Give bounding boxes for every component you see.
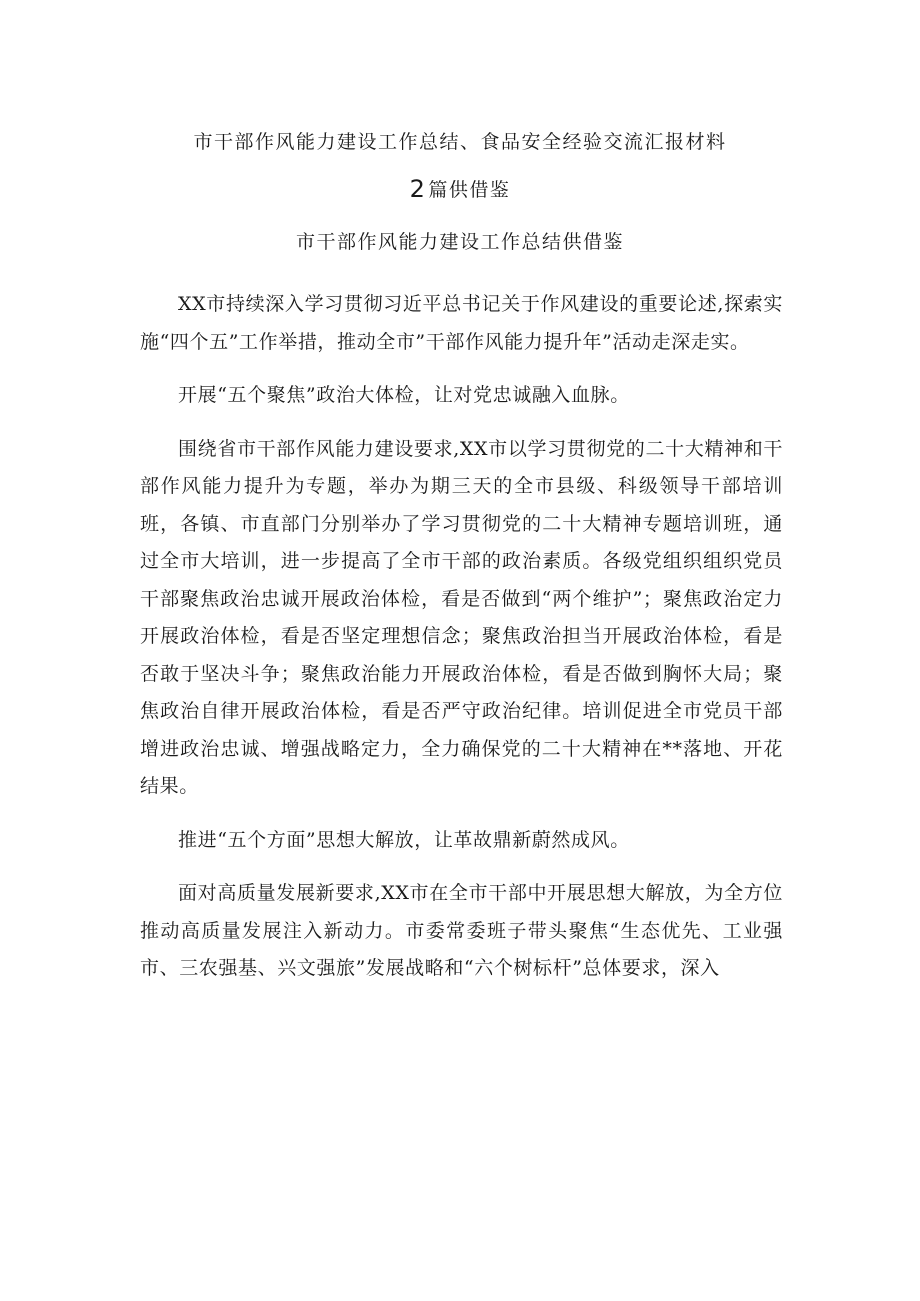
title-count: 2 bbox=[409, 175, 427, 203]
paragraph-heading-1: 开展“五个聚焦”政治大体检，让对党忠诚融入血脉。 bbox=[178, 384, 630, 406]
document-title-line2 bbox=[0, 174, 920, 205]
paragraph-body-2: 面对高质量发展新要求,XX市在全市干部中开展思想大解放，为全方位推动高质量发展注入新动力。市委常委班子带头聚焦“生态优先、工业强市、三农强基、兴文强旅”发展战略和“六个树标杆”总体要求，深入 bbox=[140, 882, 783, 979]
paragraph-intro: XX市持续深入学习贯彻习近平总书记关于作风建设的重要论述,探索实施“四个五”工作举措，推动全市”干部作风能力提升年”活动走深走实。 bbox=[140, 293, 783, 353]
paragraph-heading-2: 推进“五个方面”思想大解放，让革故鼎新蔚然成风。 bbox=[178, 828, 630, 851]
document-subtitle: 市干部作风能力建设工作总结供借鉴 bbox=[295, 231, 624, 253]
document-title-line1: 市干部作风能力建设工作总结、食品安全经验交流汇报材料 bbox=[193, 131, 727, 153]
title-suffix: 篇供借鉴 bbox=[428, 179, 511, 201]
document-body bbox=[140, 286, 783, 1004]
paragraph-body-1: 围绕省市干部作风能力建设要求,XX市以学习贯彻党的二十大精神和干部作风能力提升为专题，举办为期三天的全市县级、科级领导干部培训班，各镇、市直部门分别举办了学习贯彻党的二十大精神专题培训班，通过全市大培训，进一步提高了全市干部的政治素质。各级党组织组织党员干部聚焦政治忠诚开展政治体检，看是否做到“两个维护”；聚焦政治定力开展政治体检，看是否坚定理想信念；聚焦政治担当开展政治体检，看是否敢于坚决斗争；聚焦政治能力开展政治体检，看是否做到胸怀大局；聚焦政治自律开展政治体检，看是否严守政治纪律。培训促进全市党员干部增进政治忠诚、增强战略定力，全力确保党的二十大精神在**落地、开花结果。 bbox=[140, 437, 783, 797]
